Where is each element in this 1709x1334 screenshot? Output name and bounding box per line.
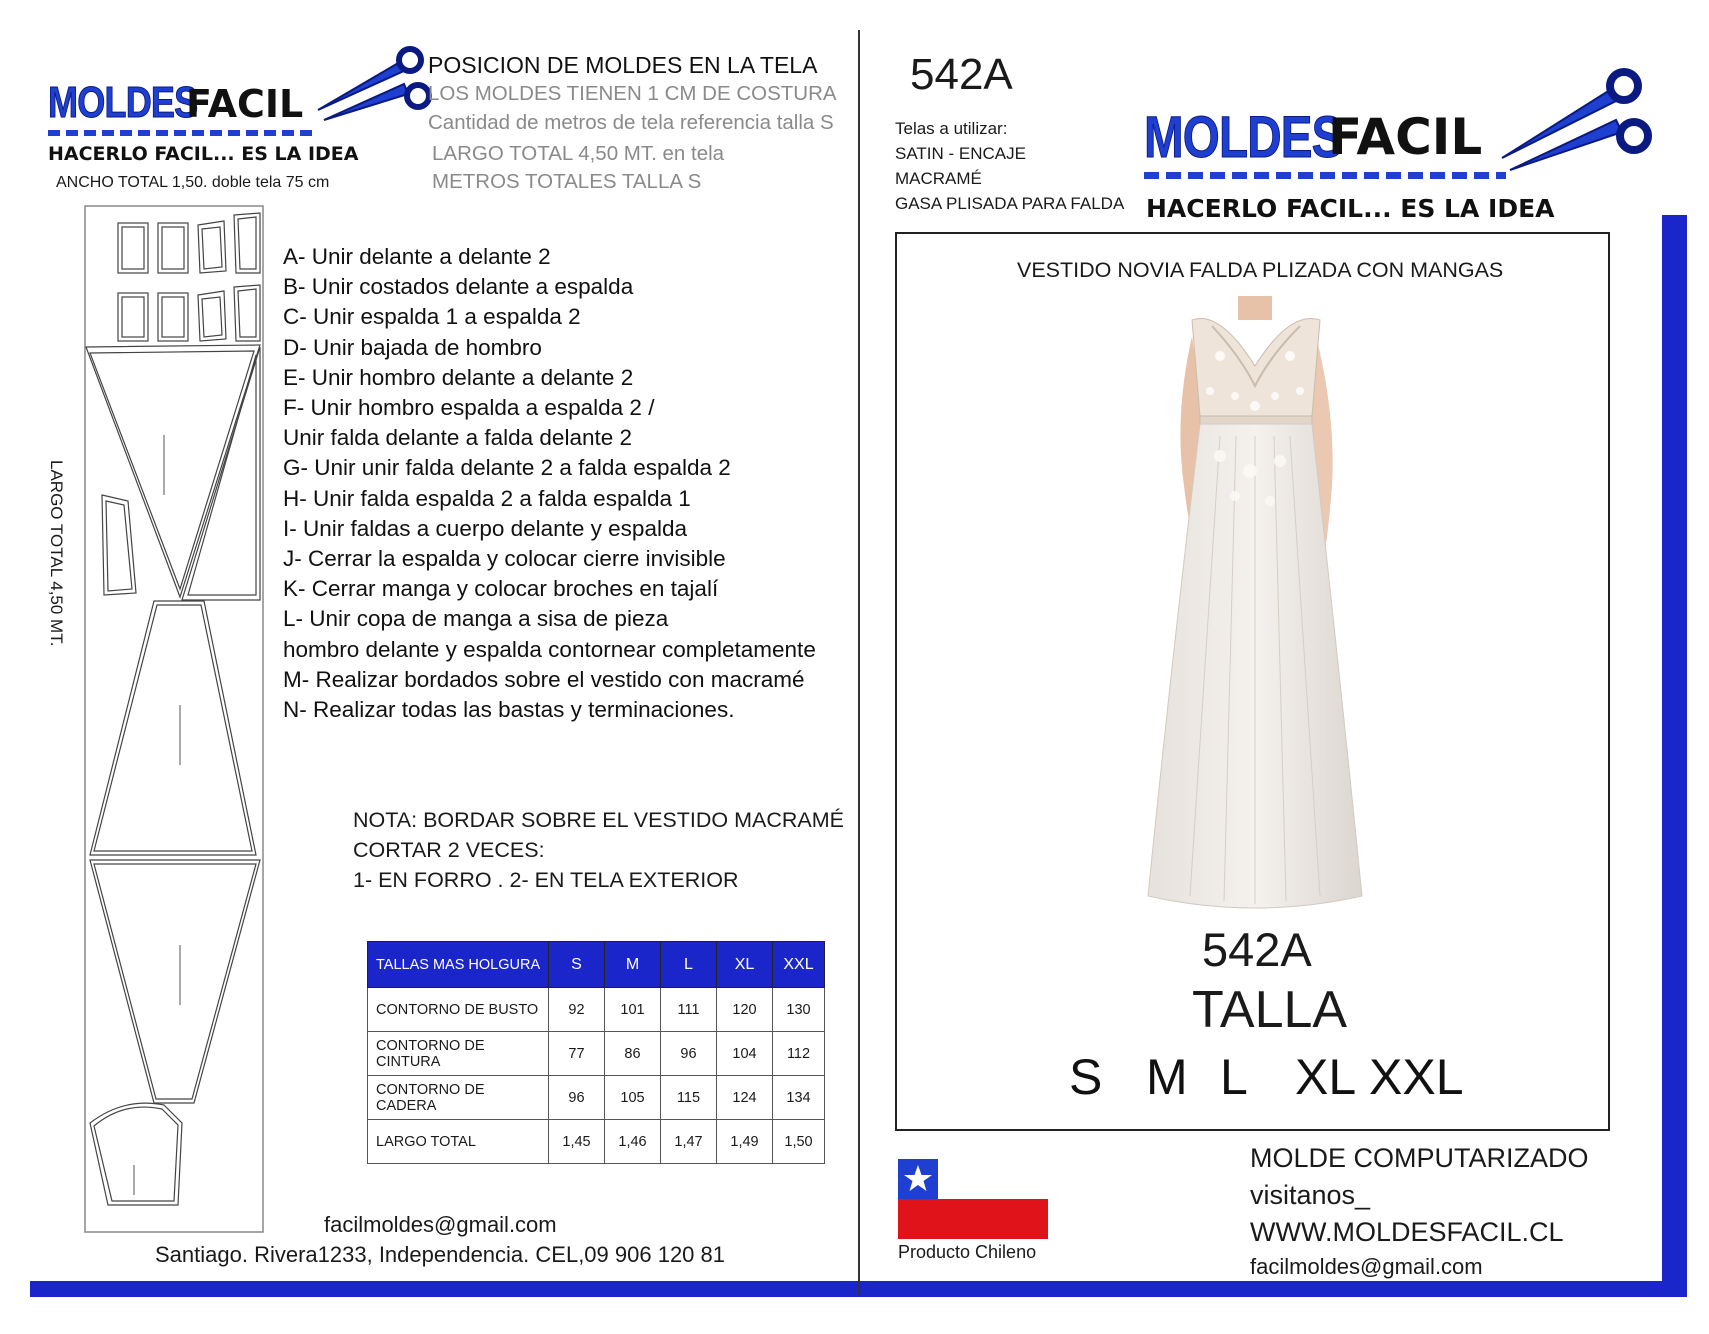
header-line-2: LOS MOLDES TIENEN 1 CM DE COSTURA — [428, 82, 837, 105]
header-line-5: METROS TOTALES TALLA S — [432, 170, 702, 193]
table-cell: 104 — [717, 1032, 773, 1076]
pattern-code-large: 542A — [1202, 923, 1312, 976]
table-cell: 1,47 — [661, 1120, 717, 1164]
table-cell: 77 — [549, 1032, 605, 1076]
email-right[interactable]: facilmoldes@gmail.com — [1250, 1254, 1483, 1279]
table-header: M — [605, 942, 661, 988]
table-cell: 111 — [661, 988, 717, 1032]
size-xl: XL — [1295, 1049, 1357, 1105]
table-cell: 124 — [717, 1076, 773, 1120]
center-divider — [858, 30, 860, 1295]
tela-3: GASA PLISADA PARA FALDA — [895, 194, 1125, 213]
producto-chileno: Producto Chileno — [898, 1242, 1037, 1262]
table-cell: 1,49 — [717, 1120, 773, 1164]
table-header-row — [368, 942, 825, 988]
logo-tagline: HACERLO FACIL... ES LA IDEA — [48, 143, 359, 165]
assembly-steps-list — [283, 242, 816, 725]
logo-right — [1142, 56, 1662, 232]
table-header: XL — [717, 942, 773, 988]
table-cell: 120 — [717, 988, 773, 1032]
nota-line-1: NOTA: BORDAR SOBRE EL VESTIDO MACRAMÉ — [353, 808, 844, 832]
table-cell: 134 — [773, 1076, 825, 1120]
sizes-table — [367, 941, 825, 1164]
table-cell: 96 — [661, 1032, 717, 1076]
step-l: L- Unir copa de manga a sisa de pieza — [283, 606, 669, 632]
table-cell: 112 — [773, 1032, 825, 1076]
logo-word-moldes: MOLDES — [1144, 105, 1343, 170]
ancho-total-text: ANCHO TOTAL 1,50. doble tela 75 cm — [56, 174, 330, 191]
talla-label: TALLA — [1192, 981, 1348, 1039]
table-cell: LARGO TOTAL — [368, 1120, 549, 1164]
table-header: XXL — [773, 942, 825, 988]
step-g: G- Unir unir falda delante 2 a falda espalda 2 — [283, 455, 731, 481]
logo-word-moldes: MOLDES — [48, 78, 198, 127]
step-n: N- Realizar todas las bastas y terminaciones. — [283, 697, 735, 723]
header-line-3: Cantidad de metros de tela referencia talla S — [428, 111, 834, 134]
email-left[interactable]: facilmoldes@gmail.com — [324, 1212, 557, 1237]
table-row — [368, 1120, 825, 1164]
wedding-dress-image — [1140, 296, 1370, 916]
size-l: L — [1220, 1049, 1248, 1105]
table-header: S — [549, 942, 605, 988]
pattern-layout-diagram — [84, 205, 266, 1235]
step-f: F- Unir hombro espalda a espalda 2 / — [283, 395, 655, 421]
table-row — [368, 988, 825, 1032]
tela-1: SATIN - ENCAJE — [895, 144, 1026, 163]
website-link[interactable]: WWW.MOLDESFACIL.CL — [1250, 1217, 1564, 1247]
step-k: K- Cerrar manga y colocar broches en tajalí — [283, 576, 719, 602]
step-i: I- Unir faldas a cuerpo delante y espalda — [283, 515, 687, 541]
table-cell: 1,46 — [605, 1120, 661, 1164]
scissors-icon — [314, 40, 438, 128]
table-cell: 1,50 — [773, 1120, 825, 1164]
table-cell: CONTORNO DE BUSTO — [368, 988, 549, 1032]
table-header: TALLAS MAS HOLGURA — [368, 942, 549, 988]
right-blue-bar — [1662, 215, 1687, 1297]
step-h: H- Unir falda espalda 2 a falda espalda 1 — [283, 485, 691, 511]
largo-total-vertical: LARGO TOTAL 4,50 MT. — [47, 460, 66, 647]
table-cell: 92 — [549, 988, 605, 1032]
logo-dash-line — [1144, 172, 1506, 179]
size-s: S — [1069, 1049, 1103, 1105]
dress-title: VESTIDO NOVIA FALDA PLIZADA CON MANGAS — [1017, 258, 1504, 282]
logo-tagline: HACERLO FACIL... ES LA IDEA — [1146, 194, 1555, 223]
header-line-1: POSICION DE MOLDES EN LA TELA — [428, 52, 818, 78]
logo-word-facil: FACIL — [1328, 108, 1483, 166]
table-cell: CONTORNO DE CADERA — [368, 1076, 549, 1120]
step-f-cont: Unir falda delante a falda delante 2 — [283, 425, 633, 451]
header-line-4: LARGO TOTAL 4,50 MT. en tela — [432, 142, 725, 165]
table-cell: CONTORNO DE CINTURA — [368, 1032, 549, 1076]
logo-dash-line — [48, 130, 318, 136]
table-cell: 101 — [605, 988, 661, 1032]
telas-title: Telas a utilizar: — [895, 119, 1008, 138]
step-b: B- Unir costados delante a espalda — [283, 274, 634, 300]
pattern-code: 542A — [910, 50, 1013, 99]
footer-line-1: MOLDE COMPUTARIZADO — [1250, 1143, 1589, 1173]
logo-left — [46, 40, 436, 170]
step-c: C- Unir espalda 1 a espalda 2 — [283, 304, 581, 330]
table-header: L — [661, 942, 717, 988]
size-m: M — [1146, 1049, 1188, 1105]
address-text: Santiago. Rivera1233, Independencia. CEL,09 906 120 81 — [155, 1242, 725, 1267]
table-cell: 130 — [773, 988, 825, 1032]
step-j: J- Cerrar la espalda y colocar cierre invisible — [283, 546, 726, 572]
step-a: A- Unir delante a delante 2 — [283, 244, 551, 269]
step-m: M- Realizar bordados sobre el vestido con macramé — [283, 666, 805, 692]
table-cell: 86 — [605, 1032, 661, 1076]
size-xxl: XXL — [1369, 1049, 1464, 1105]
table-cell: 105 — [605, 1076, 661, 1120]
table-cell: 96 — [549, 1076, 605, 1120]
logo-word-facil: FACIL — [186, 82, 304, 126]
nota-line-3: 1- EN FORRO . 2- EN TELA EXTERIOR — [353, 868, 739, 892]
nota-line-2: CORTAR 2 VECES: — [353, 838, 545, 862]
scissors-icon — [1498, 58, 1658, 178]
step-e: E- Unir hombro delante a delante 2 — [283, 364, 634, 390]
chile-flag-icon — [898, 1159, 1048, 1239]
table-row — [368, 1032, 825, 1076]
tela-2: MACRAMÉ — [895, 169, 982, 188]
table-row — [368, 1076, 825, 1120]
step-d: D- Unir bajada de hombro — [283, 334, 542, 360]
table-cell: 115 — [661, 1076, 717, 1120]
footer-line-2: visitanos_ — [1250, 1180, 1371, 1210]
table-cell: 1,45 — [549, 1120, 605, 1164]
step-l-cont: hombro delante y espalda contornear completamente — [283, 636, 816, 662]
